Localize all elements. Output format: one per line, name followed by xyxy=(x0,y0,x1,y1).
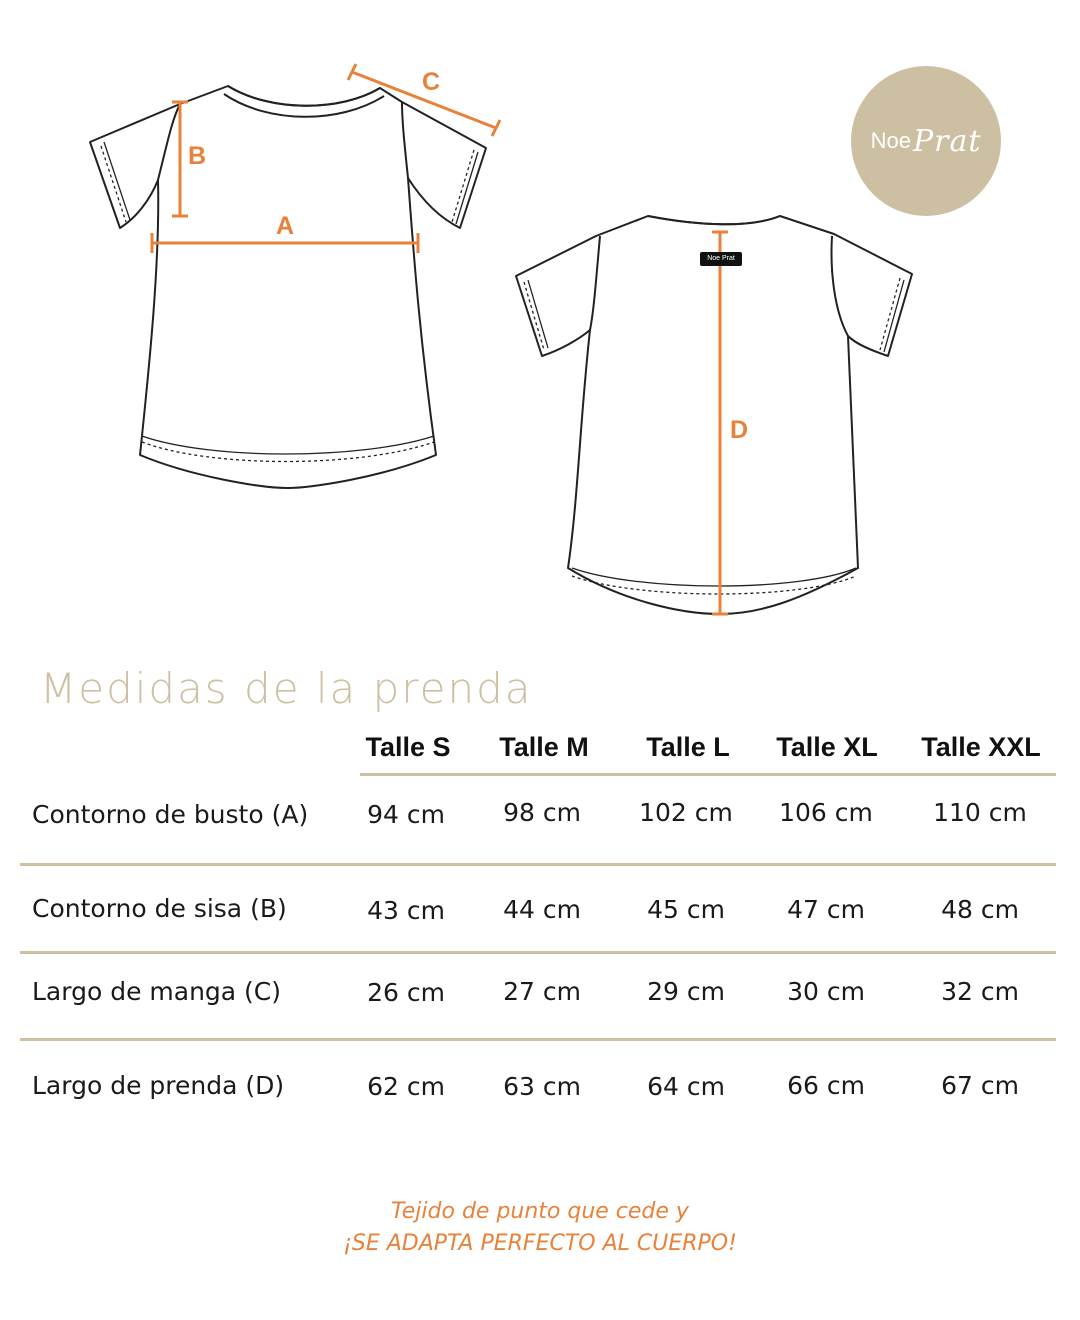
table-cell: 30 cm xyxy=(787,977,865,1006)
row-divider xyxy=(20,1038,1056,1041)
size-header: Talle M xyxy=(499,732,589,762)
table-cell: 29 cm xyxy=(647,977,725,1006)
row-label: Largo de prenda (D) xyxy=(32,1071,285,1100)
back-neck-tag: Noe Prat xyxy=(700,252,742,266)
table-cell: 47 cm xyxy=(787,895,865,924)
table-cell: 45 cm xyxy=(647,895,725,924)
table-cell: 98 cm xyxy=(503,798,581,827)
measure-label-d: D xyxy=(730,416,749,444)
footer-line-2: ¡SE ADAPTA PERFECTO AL CUERPO! xyxy=(343,1231,737,1256)
table-cell: 67 cm xyxy=(941,1071,1019,1100)
table-cell: 64 cm xyxy=(647,1072,725,1101)
table-cell: 94 cm xyxy=(367,800,445,829)
row-divider xyxy=(20,863,1056,866)
brand-logo xyxy=(851,66,1001,216)
table-cell: 27 cm xyxy=(503,977,581,1006)
table-cell: 110 cm xyxy=(933,798,1027,827)
header-divider xyxy=(360,773,1056,776)
front-tshirt xyxy=(90,86,486,488)
footer-line-1: Tejido de punto que cede y xyxy=(391,1199,689,1224)
row-divider xyxy=(20,951,1056,954)
measure-label-c: C xyxy=(422,68,441,96)
table-cell: 43 cm xyxy=(367,896,445,925)
table-cell: 106 cm xyxy=(779,798,873,827)
garment-diagram xyxy=(0,0,1080,630)
table-cell: 62 cm xyxy=(367,1072,445,1101)
table-cell: 63 cm xyxy=(503,1072,581,1101)
size-header: Talle L xyxy=(646,732,730,762)
table-cell: 48 cm xyxy=(941,895,1019,924)
row-label: Contorno de busto (A) xyxy=(32,800,309,829)
logo-first-name: Noe xyxy=(870,128,911,153)
measure-label-a: A xyxy=(276,212,295,240)
footer-note xyxy=(0,1196,1080,1260)
back-tshirt xyxy=(516,216,912,614)
size-header: Talle XXL xyxy=(921,732,1041,762)
table-cell: 66 cm xyxy=(787,1071,865,1100)
size-header: Talle XL xyxy=(776,732,878,762)
size-header: Talle S xyxy=(365,732,451,762)
page-title: Medidas de la prenda xyxy=(40,664,533,713)
table-cell: 32 cm xyxy=(941,977,1019,1006)
row-label: Contorno de sisa (B) xyxy=(32,894,287,923)
measure-label-b: B xyxy=(188,142,207,170)
logo-last-name: Prat xyxy=(912,123,982,159)
table-cell: 44 cm xyxy=(503,895,581,924)
table-cell: 26 cm xyxy=(367,978,445,1007)
table-cell: 102 cm xyxy=(639,798,733,827)
row-label: Largo de manga (C) xyxy=(32,977,282,1006)
